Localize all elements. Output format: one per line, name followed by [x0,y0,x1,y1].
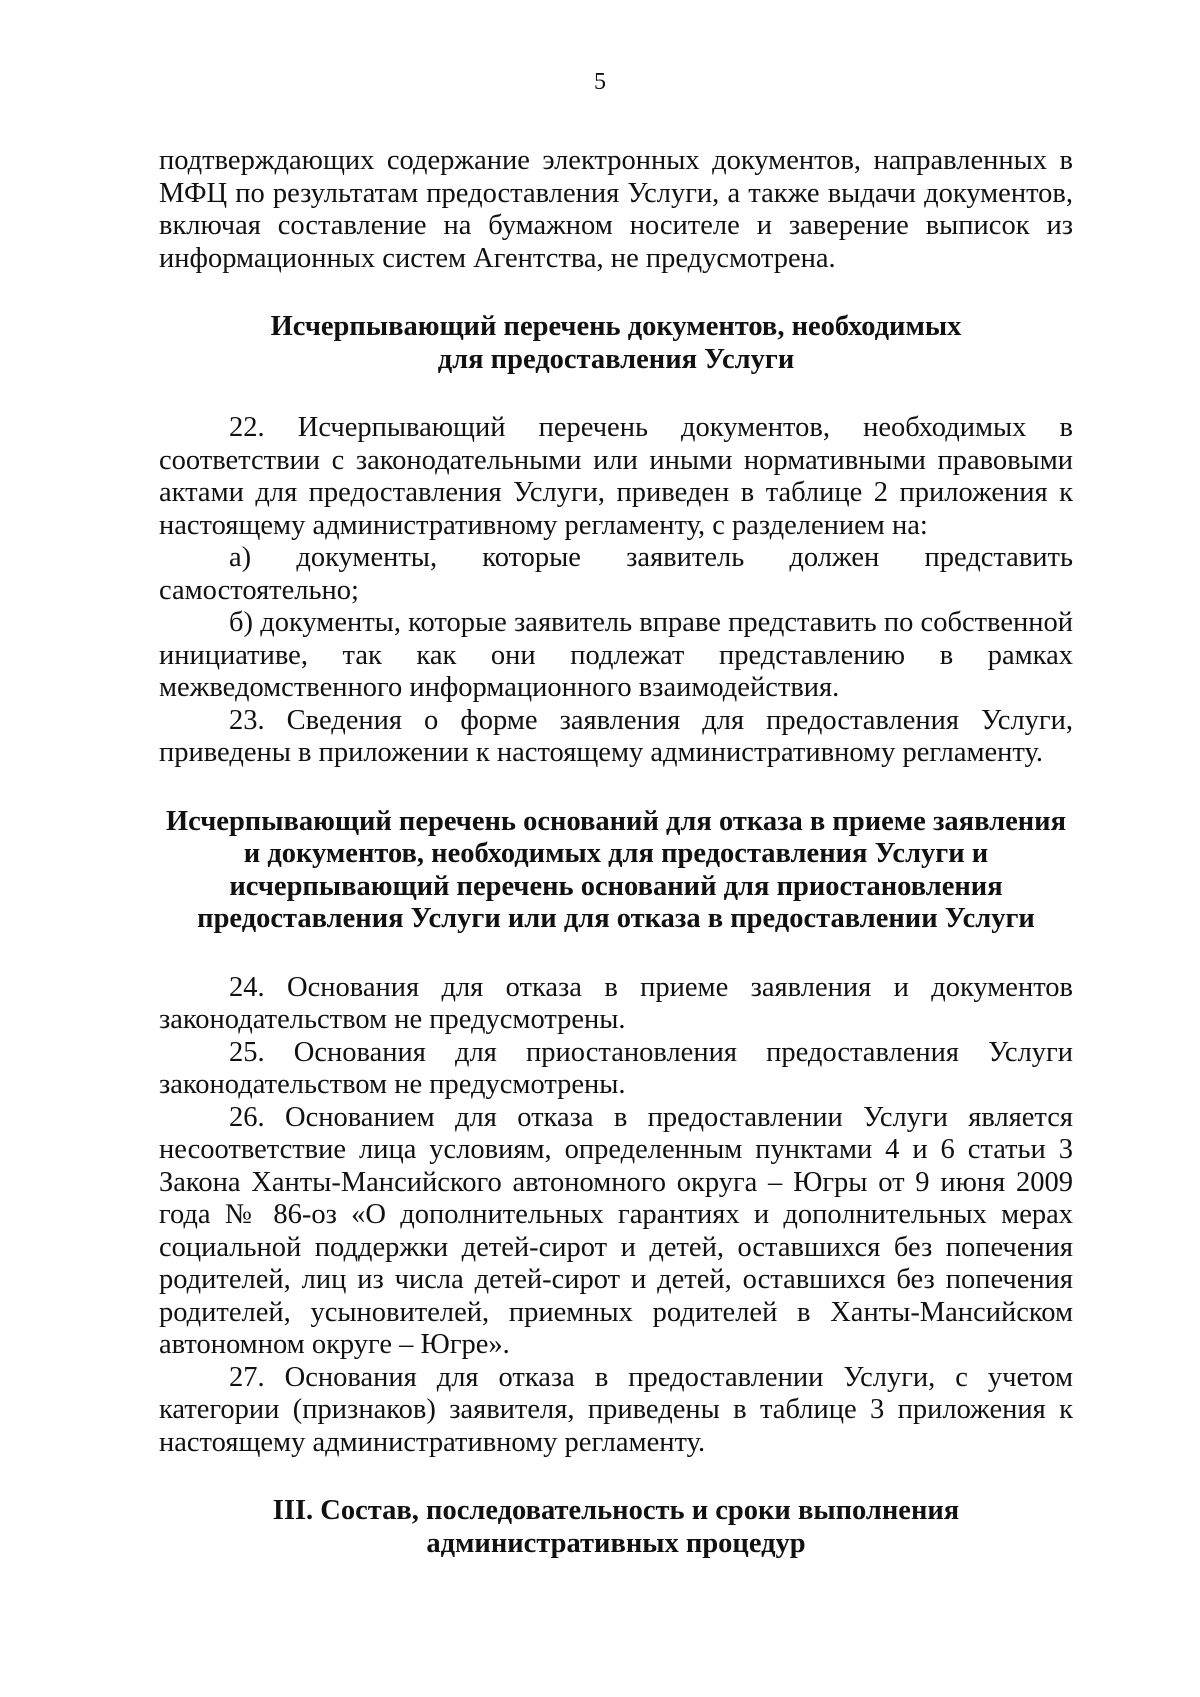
heading-line: Исчерпывающий перечень документов, необходимых [270,311,962,342]
heading-line: для предоставления Услуги [437,343,795,375]
paragraph-27: 27. Основания для отказа в предоставлении Услуги, с учетом категории (признаков) заявителя, приведены в таблице 3 приложения к настоящему административному регламенту. [159,1361,1073,1458]
paragraph-22-b: б) документы, которые заявитель вправе представить по собственной инициативе, так как они подлежат представлению в рамках межведомственного информационного взаимодействия. [159,607,1073,703]
intro-paragraph: подтверждающих содержание электронных документов, направленных в МФЦ по результатам предоставления Услуги, а также выдачи документов, включая составление на бумажном носителе и заверение выписок из информационных систем Агентства, не предусмотрена. [159,145,1073,274]
paragraph-23: 23. Сведения о форме заявления для предоставления Услуги, приведены в приложении к настоящему административному регламенту. [159,704,1073,768]
heading-line: исчерпывающий перечень оснований для приостановления [229,870,1003,902]
heading-line: и документов, необходимых для предоставления Услуги и [243,838,989,869]
paragraph-25: 25. Основания для приостановления предоставления Услуги законодательством не предусмотрены. [159,1036,1073,1100]
page-number: 5 [594,69,606,95]
heading-line: административных процедур [426,1527,806,1559]
paragraph-22-a: а) документы, которые заявитель должен представить самостоятельно; [159,542,1073,606]
paragraph-22: 22. Исчерпывающий перечень документов, необходимых в соответствии с законодательными или иными нормативными правовыми актами для предоставления Услуги, приведен в таблице 2 приложения к настоящему административному регламенту, с разделением на: [159,412,1073,541]
heading-line: Исчерпывающий перечень оснований для отказа в приеме заявления [165,805,1066,837]
document-body [159,145,1073,1560]
paragraph-26: 26. Основанием для отказа в предоставлении Услуги является несоответствие лица условиям, определенным пунктами 4 и 6 статьи 3 Закона Ханты-Мансийского автономного округа – Югры от 9 июня 2009 года № 86-оз «О дополнительных гарантиях и дополнительных мерах социальной поддержки детей-сирот и детей, оставшихся без попечения родителей, лиц из числа детей-сирот и детей, оставшихся без попечения родителей, усыновителей, приемных родителей в Ханты-Мансийском автономном округе – Югре». [159,1101,1073,1360]
paragraph-24: 24. Основания для отказа в приеме заявления и документов законодательством не предусмотрены. [159,971,1073,1035]
section-heading-refusal-grounds [159,806,1073,936]
heading-line: III. Состав, последовательность и сроки выполнения [272,1495,960,1526]
section-heading-administrative-procedures [159,1495,1073,1560]
section-heading-documents-list [159,311,1073,376]
heading-line: предоставления Услуги или для отказа в предоставлении Услуги [197,903,1035,934]
